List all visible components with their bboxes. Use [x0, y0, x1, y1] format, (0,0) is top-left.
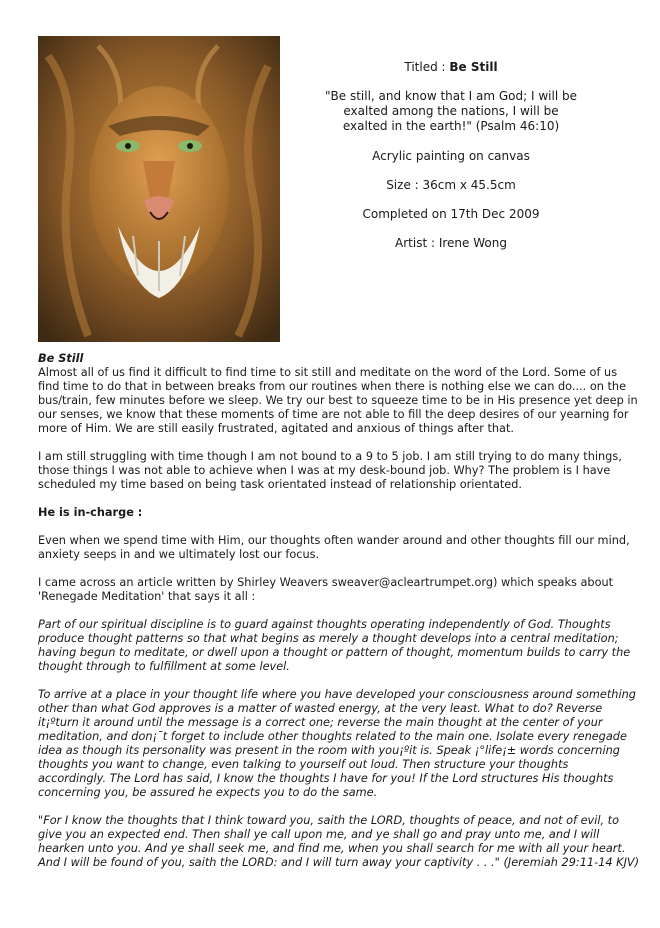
painting-title — [320, 60, 582, 75]
heading-be-still: Be Still — [38, 352, 84, 365]
paragraph-4: I came across an article written by Shirley Weavers sweaver@acleartrumpet.org) which speaks about 'Renegade Meditation' that says it all : — [38, 576, 614, 603]
article-body — [38, 352, 640, 884]
painting-medium: Acrylic painting on canvas — [372, 149, 530, 163]
paragraph-1: Almost all of us find it difficult to find time to sit still and meditate on the word of the Lord. Some of us find time to do that in between breaks from our routines when there is nothing else we can do.... on the bus/train, few minutes before we sleep. We try our best to squeeze time to be in His presence yet deep in our senses, we know that these moments of time are not able to fill the deep desires of our yearning for more of Him. We are still easily frustrated, agitated and anxious of things after that. — [38, 366, 638, 435]
paragraph-6: To arrive at a place in your thought life where you have developed your consciousness around something other than what God approves is a matter of wasted energy, at the very least. What to do? Reverse it¡ºturn it around until the message is a correct one; reverse the main thought at the center of your meditation, and don¡¯t forget to include other thoughts related to the main one. Isolate every renegade idea as though its personality was present in the room with you¡ºit is. Speak ¡°life¡± words concerning thoughts you want to change, even talking to yourself out loud. Then structure your thoughts accordingly. The Lord has said, I know the thoughts I have for you! If the Lord structures His thoughts concerning you, be assured he expects you to do the same. — [38, 688, 636, 799]
painting-artist: Artist : Irene Wong — [395, 236, 507, 250]
painting-completed: Completed on 17th Dec 2009 — [362, 207, 540, 221]
heading-in-charge: He is in-charge : — [38, 506, 143, 519]
painting-quote: "Be still, and know that I am God; I will be exalted among the nations, I will be exalted in the earth!" (Psalm 46:10) — [325, 89, 577, 133]
painting-size: Size : 36cm x 45.5cm — [386, 178, 516, 192]
paragraph-5: Part of our spiritual discipline is to guard against thoughts operating independently of God. Thoughts produce thought patterns so that what begins as merely a thought develops into a central meditation; having begun to meditate, or dwell upon a thought or pattern of thought, momentum builds to carry the thought through to fulfillment at some level. — [38, 618, 631, 673]
title-name: Be Still — [449, 60, 498, 74]
painting-info — [320, 60, 582, 265]
paragraph-7-scripture: "For I know the thoughts that I think toward you, saith the LORD, thoughts of peace, and not of evil, to give you an expected end. Then shall ye call upon me, and ye shall go and pray unto me, and I will hearken unto you. And ye shall seek me, and find me, when you shall search for me with all your heart. And I will be found of you, saith the LORD: and I will turn away your captivity . . ." (Jeremiah 29:11-14 KJV) — [38, 814, 640, 869]
paragraph-3: Even when we spend time with Him, our thoughts often wander around and other thoughts fill our mind, anxiety seeps in and we ultimately lost our focus. — [38, 534, 630, 561]
title-prefix: Titled : — [404, 60, 450, 74]
lion-painting-image — [38, 36, 280, 342]
paragraph-2: I am still struggling with time though I am not bound to a 9 to 5 job. I am still trying to do many things, those things I was not able to achieve when I was at my desk-bound job. Why? The problem is I have scheduled my time based on being task orientated instead of relationship orientated. — [38, 450, 622, 491]
lion-painting-artwork — [38, 36, 280, 342]
